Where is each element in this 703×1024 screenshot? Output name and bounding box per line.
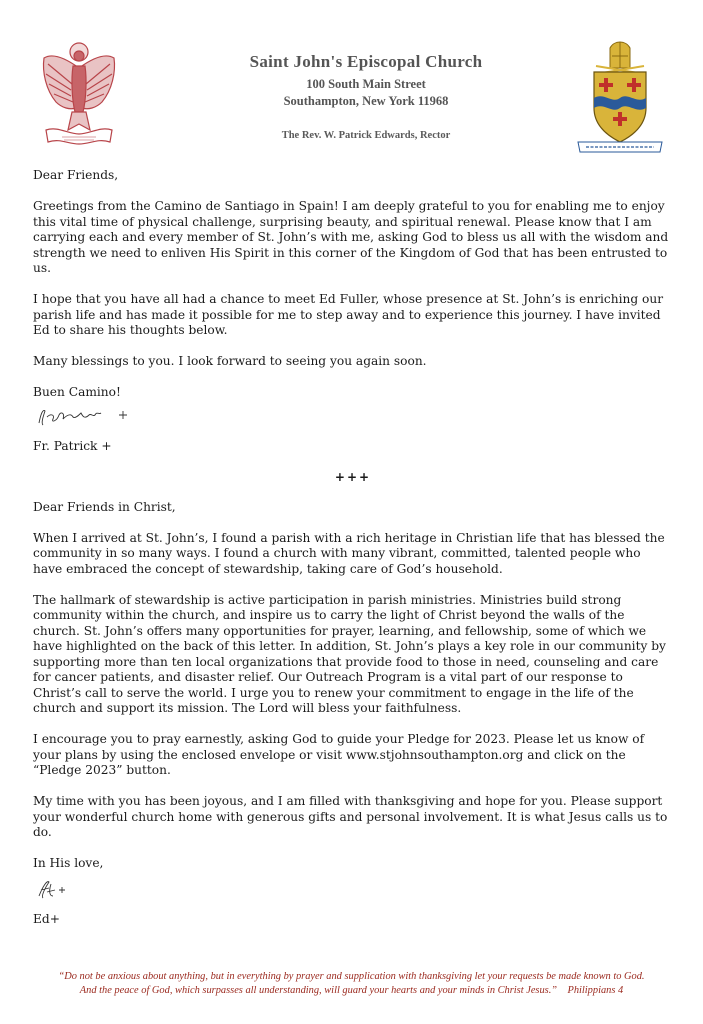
paragraph-2-2: The hallmark of stewardship is active participation in parish ministries. Ministries build strong community within the church, and inspire us to carry the light of Christ beyond the walls of the church. St. John’s offers many opportunities for prayer, learning, and fellowship, some of which we have highlighted on the back of this letter. In addition, St. John’s plays a key role in our community by supporting more than ten local organizations that provide food to those in need, counseling and care for cancer patients, and disaster relief. Our Outreach Program is a vital part of our response to Christ’s call to serve the world. I urge you to renew your commitment to engage in the life of the church and support its mission. The Lord will bless your faithfulness. [33,592,666,715]
signature-ed [33,874,73,902]
letterhead-text [190,52,542,141]
section-separator: +++ [334,470,372,484]
closing-2: In His love, [33,856,104,870]
address-line-2: Southampton, New York 11968 [283,94,449,108]
footer-line-2: And the peace of God, which surpasses all understanding, will guard your hearts and your minds in Christ Jesus.” [79,985,558,996]
letterhead [0,0,703,160]
paragraph-1-3: Many blessings to you. I look forward to seeing you again soon. [33,354,427,368]
closing-1: Buen Camino! [33,385,121,399]
signer-2: Ed+ [33,912,60,926]
salutation-2: Dear Friends in Christ, [33,499,176,514]
eagle-emblem-icon [38,38,120,148]
footer-citation: Philippians 4 [567,985,624,996]
address-line-1: 100 South Main Street [306,77,426,91]
church-name: Saint John's Episcopal Church [249,52,483,71]
paragraph-1-1: Greetings from the Camino de Santiago in Spain! I am deeply grateful to you for enabling me to enjoy this vital time of physical challenge, surprising beauty, and spiritual renewal. Please know that I am carrying each and every member of St. John’s with me, asking God to bless us all with the wisdom and strength we need to enliven His Spirit in this corner of the Kingdom of God that has been entrusted to us. [33,199,669,275]
letter-body [33,168,673,943]
paragraph-2-4: My time with you has been joyous, and I am filled with thanksgiving and hope for you. Please support your wonderful church home with generous gifts and personal involvement. It is what Jesus calls us to do. [33,794,668,839]
signer-1: Fr. Patrick + [33,439,112,453]
scripture-footer [20,970,683,998]
signature-patrick [33,403,133,429]
footer-line-1: “Do not be anxious about anything, but in everything by prayer and supplication with thanksgiving let your requests be made known to God. [58,971,645,982]
salutation-1: Dear Friends, [33,168,119,182]
paragraph-2-1: When I arrived at St. John’s, I found a parish with a rich heritage in Christian life that has blessed the community in so many ways. I found a church with many vibrant, committed, talented people who have embraced the concept of stewardship, taking care of God’s household. [33,530,665,576]
rector-line: The Rev. W. Patrick Edwards, Rector [281,130,451,141]
paragraph-2-3: I encourage you to pray earnestly, asking God to guide your Pledge for 2023. Please let us know of your plans by using the enclosed envelope or visit www.stjohnsouthampton.org and click on the “Pledge 2023” button. [33,732,645,777]
diocese-shield-icon [574,38,666,154]
paragraph-1-2: I hope that you have all had a chance to meet Ed Fuller, whose presence at St. John’s is enriching our parish life and has made it possible for me to step away and to experience this journey. I have invited Ed to share his thoughts below. [33,292,664,337]
